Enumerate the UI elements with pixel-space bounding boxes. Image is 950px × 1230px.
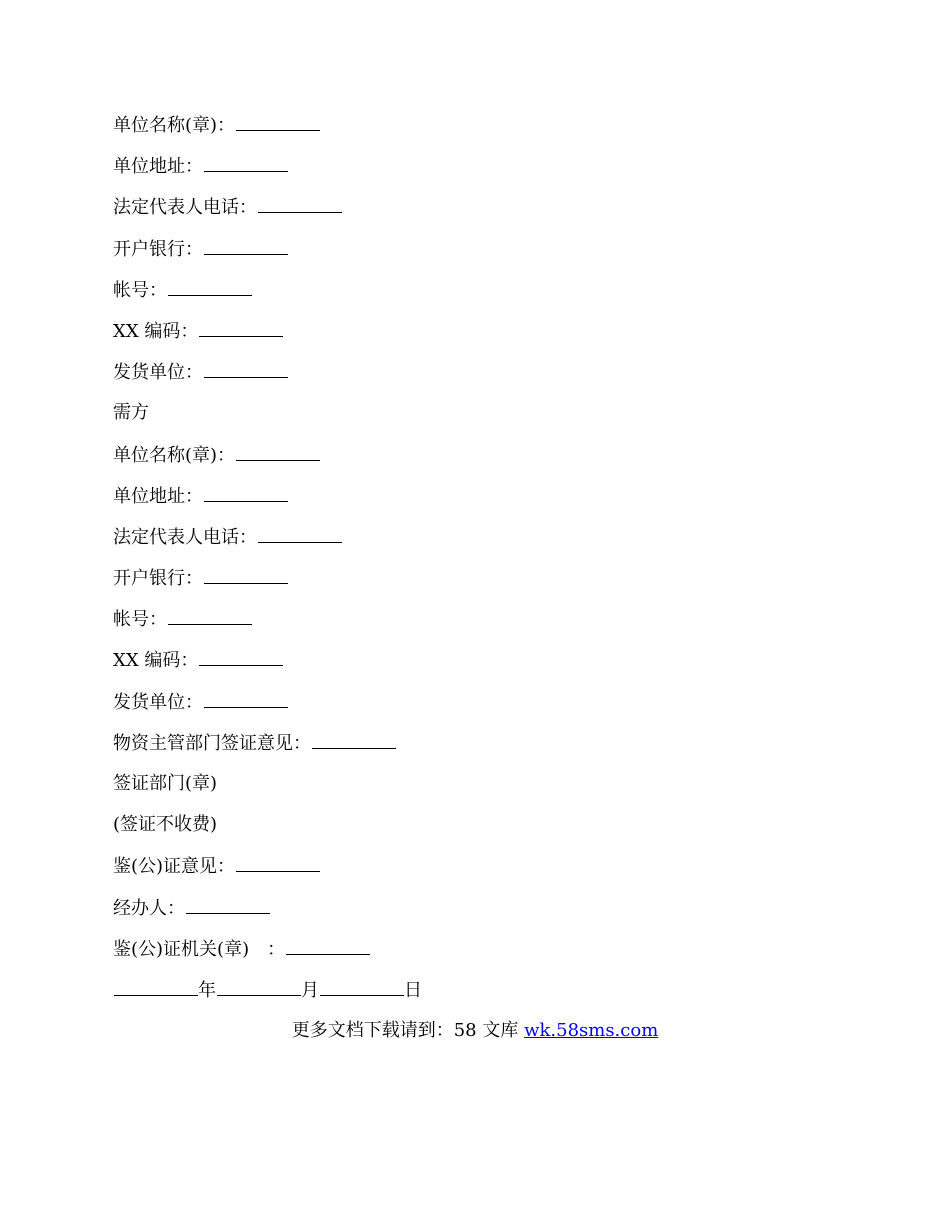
blank-field	[199, 647, 283, 666]
label: 单位地址：	[113, 156, 203, 178]
handler-line	[113, 895, 833, 936]
buyer-legal-rep-phone-line	[113, 524, 833, 565]
label: 法定代表人电话：	[113, 526, 257, 548]
buyer-shipping-unit-line	[113, 689, 833, 730]
year-label: 年	[198, 979, 216, 1001]
supplier-legal-rep-phone-line	[113, 194, 833, 235]
footer	[0, 1018, 950, 1044]
buyer-heading	[113, 400, 833, 441]
label: (签证不收费)	[113, 814, 218, 836]
label: 发货单位：	[113, 691, 203, 713]
heading-text: 需方	[113, 402, 149, 424]
no-fee-note-line	[113, 812, 833, 853]
supplier-account-line	[113, 277, 833, 318]
notary-office-line	[113, 936, 833, 977]
buyer-code-line	[113, 647, 833, 688]
label: 帐号：	[113, 279, 167, 301]
label: 鉴(公)证机关(章) ：	[113, 938, 286, 960]
label: 物资主管部门签证意见：	[113, 732, 311, 754]
blank-field	[258, 194, 342, 213]
blank-field	[204, 359, 288, 378]
label: 单位地址：	[113, 485, 203, 507]
label: 鉴(公)证意见：	[113, 856, 236, 878]
label: XX 编码：	[113, 650, 199, 672]
blank-field	[236, 442, 320, 461]
notary-opinion-line	[113, 853, 833, 894]
contract-signature-block	[113, 112, 833, 1018]
blank-field	[204, 236, 288, 255]
label: 单位名称(章)：	[113, 115, 236, 136]
label: 发货单位：	[113, 362, 203, 384]
label: 帐号：	[113, 609, 167, 631]
label: XX 编码：	[113, 320, 199, 342]
blank-field	[236, 112, 320, 131]
buyer-bank-line	[113, 565, 833, 606]
blank-field	[186, 895, 270, 914]
date-line	[113, 977, 833, 1018]
supplier-shipping-unit-line	[113, 359, 833, 400]
year-blank	[114, 977, 198, 996]
blank-field	[312, 730, 396, 749]
buyer-unit-name-line	[113, 442, 833, 483]
blank-field	[204, 153, 288, 172]
blank-field	[286, 936, 370, 955]
label: 单位名称(章)：	[113, 444, 236, 466]
supplier-bank-line	[113, 236, 833, 277]
label: 开户银行：	[113, 238, 203, 260]
blank-field	[168, 277, 252, 296]
day-label: 日	[404, 979, 422, 1001]
supplier-code-line	[113, 318, 833, 359]
supplier-unit-address-line	[113, 153, 833, 194]
label: 法定代表人电话：	[113, 197, 257, 219]
footer-link[interactable]: wk.58sms.com	[524, 1020, 659, 1041]
blank-field	[199, 318, 283, 337]
buyer-unit-address-line	[113, 483, 833, 524]
blank-field	[204, 483, 288, 502]
day-blank	[320, 977, 404, 996]
label: 开户银行：	[113, 568, 203, 590]
month-label: 月	[301, 979, 319, 1001]
blank-field	[258, 524, 342, 543]
blank-field	[204, 689, 288, 708]
footer-text: 更多文档下载请到：58 文库	[291, 1020, 525, 1041]
month-blank	[217, 977, 301, 996]
blank-field	[168, 606, 252, 625]
visa-dept-line	[113, 771, 833, 812]
buyer-account-line	[113, 606, 833, 647]
supplier-unit-name-line	[113, 112, 833, 153]
blank-field	[204, 565, 288, 584]
blank-field	[236, 853, 320, 872]
label: 经办人：	[113, 897, 185, 919]
label: 签证部门(章)	[113, 773, 218, 794]
material-dept-opinion-line	[113, 730, 833, 771]
